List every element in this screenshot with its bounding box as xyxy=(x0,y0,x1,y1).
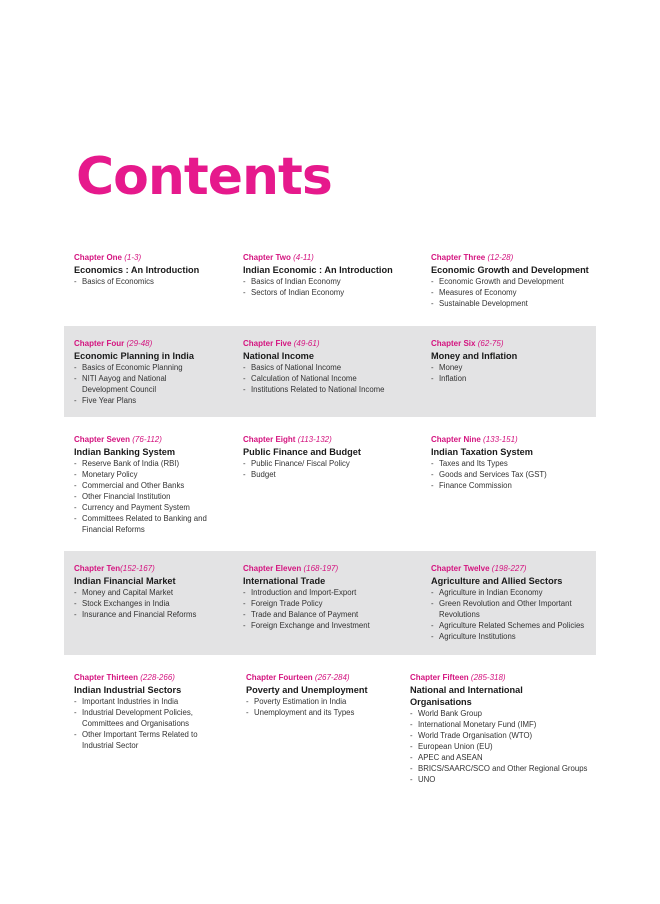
chapter-entry-4[interactable] xyxy=(74,338,224,406)
chapter-heading: Chapter Fifteen (285-318) xyxy=(410,673,506,682)
topic-item: - Introduction and Import-Export xyxy=(243,587,423,598)
topic-item: - Poverty Estimation in India xyxy=(246,696,406,707)
topic-item: - Measures of Economy xyxy=(431,287,601,298)
topic-item: - Money xyxy=(431,362,591,373)
chapter-entry-6[interactable] xyxy=(431,338,591,384)
topic-item: - Economic Growth and Development xyxy=(431,276,601,287)
topic-list xyxy=(431,458,591,491)
topic-item: - Other Financial Institution xyxy=(74,491,214,502)
topic-list xyxy=(243,458,423,480)
chapter-entry-3[interactable] xyxy=(431,252,601,309)
chapter-title: International Trade xyxy=(243,576,326,586)
topic-list xyxy=(431,587,599,642)
topic-item: - Foreign Exchange and Investment xyxy=(243,620,423,631)
topic-list xyxy=(74,362,199,406)
topic-item: - Public Finance/ Fiscal Policy xyxy=(243,458,423,469)
chapter-entry-14[interactable] xyxy=(246,672,406,718)
topic-item: - Budget xyxy=(243,469,423,480)
topic-item: - APEC and ASEAN xyxy=(410,752,600,763)
topic-item: - Reserve Bank of India (RBI) xyxy=(74,458,214,469)
chapter-title: Poverty and Unemployment xyxy=(246,685,368,695)
topic-list xyxy=(246,696,406,718)
chapter-heading: Chapter Six (62-75) xyxy=(431,339,504,348)
topic-list xyxy=(410,708,600,785)
chapter-heading: Chapter Fourteen (267-284) xyxy=(246,673,350,682)
topic-item: - Foreign Trade Policy xyxy=(243,598,423,609)
chapter-entry-15[interactable] xyxy=(410,672,600,785)
topic-list xyxy=(74,696,222,751)
chapter-title: Indian Banking System xyxy=(74,447,176,457)
topic-item: - Unemployment and its Types xyxy=(246,707,406,718)
topic-item: - International Monetary Fund (IMF) xyxy=(410,719,600,730)
topic-list xyxy=(431,362,591,384)
topic-item: - Sustainable Development xyxy=(431,298,601,309)
chapter-heading: Chapter One (1-3) xyxy=(74,253,142,262)
topic-list xyxy=(74,458,214,535)
topic-item: - Agriculture Related Schemes and Policies xyxy=(431,620,599,631)
chapter-entry-8[interactable] xyxy=(243,434,423,480)
chapter-entry-9[interactable] xyxy=(431,434,591,491)
topic-item: - Money and Capital Market xyxy=(74,587,234,598)
chapter-heading: Chapter Twelve (198-227) xyxy=(431,564,527,573)
topic-item: - World Trade Organisation (WTO) xyxy=(410,730,600,741)
chapter-heading: Chapter Three (12-28) xyxy=(431,253,514,262)
topic-item: - Basics of Economic Planning xyxy=(74,362,199,373)
topic-item: - Monetary Policy xyxy=(74,469,214,480)
topic-list xyxy=(243,362,423,395)
topic-item: - Institutions Related to National Income xyxy=(243,384,423,395)
chapter-heading: Chapter Eight (113-132) xyxy=(243,435,332,444)
chapter-heading: Chapter Eleven (168-197) xyxy=(243,564,339,573)
topic-item: - Finance Commission xyxy=(431,480,591,491)
chapter-entry-5[interactable] xyxy=(243,338,423,395)
topic-item: - Industrial Development Policies, Committees and Organisations xyxy=(74,707,222,729)
topic-item: - Agriculture Institutions xyxy=(431,631,599,642)
topic-item: - Green Revolution and Other Important Revolutions xyxy=(431,598,599,620)
chapter-title: Money and Inflation xyxy=(431,351,518,361)
topic-item: - Basics of Indian Economy xyxy=(243,276,423,287)
topic-item: - Committees Related to Banking and Financial Reforms xyxy=(74,513,214,535)
chapter-title: Economic Growth and Development xyxy=(431,265,589,275)
topic-item: - Other Important Terms Related to Industrial Sector xyxy=(74,729,222,751)
chapter-heading: Chapter Seven (76-112) xyxy=(74,435,162,444)
chapter-heading: Chapter Nine (133-151) xyxy=(431,435,518,444)
chapter-title: National Income xyxy=(243,351,314,361)
topic-item: - Agriculture in Indian Economy xyxy=(431,587,599,598)
topic-item: - Currency and Payment System xyxy=(74,502,214,513)
chapter-title: Indian Taxation System xyxy=(431,447,533,457)
chapter-entry-1[interactable] xyxy=(74,252,234,287)
chapter-entry-13[interactable] xyxy=(74,672,234,751)
chapter-heading: Chapter Five (49-61) xyxy=(243,339,320,348)
chapter-entry-7[interactable] xyxy=(74,434,224,535)
topic-item: - World Bank Group xyxy=(410,708,600,719)
topic-item: - Five Year Plans xyxy=(74,395,199,406)
topic-item: - Goods and Services Tax (GST) xyxy=(431,469,591,480)
topic-item: - BRICS/SAARC/SCO and Other Regional Groups xyxy=(410,763,600,774)
chapter-entry-12[interactable] xyxy=(431,563,599,642)
topic-item: - Important Industries in India xyxy=(74,696,222,707)
chapter-title: Public Finance and Budget xyxy=(243,447,361,457)
topic-item: - Insurance and Financial Reforms xyxy=(74,609,234,620)
chapter-heading: Chapter Ten(152-167) xyxy=(74,564,155,573)
topic-item: - Taxes and Its Types xyxy=(431,458,591,469)
chapter-heading: Chapter Four (29-48) xyxy=(74,339,153,348)
chapter-entry-11[interactable] xyxy=(243,563,423,631)
chapter-title: Indian Economic : An Introduction xyxy=(243,265,393,275)
topic-item: - UNO xyxy=(410,774,600,785)
topic-list xyxy=(243,587,423,631)
chapter-entry-2[interactable] xyxy=(243,252,423,298)
topic-item: - NITI Aayog and National Development Council xyxy=(74,373,199,395)
topic-item: - Inflation xyxy=(431,373,591,384)
page-title: Contents xyxy=(76,147,332,207)
chapter-title: Indian Industrial Sectors xyxy=(74,685,182,695)
topic-list xyxy=(431,276,601,309)
chapter-heading: Chapter Thirteen (228-266) xyxy=(74,673,175,682)
topic-item: - Trade and Balance of Payment xyxy=(243,609,423,620)
topic-item: - European Union (EU) xyxy=(410,741,600,752)
topic-list xyxy=(243,276,423,298)
topic-item: - Stock Exchanges in India xyxy=(74,598,234,609)
chapter-entry-10[interactable] xyxy=(74,563,234,620)
topic-list xyxy=(74,587,234,620)
topic-item: - Calculation of National Income xyxy=(243,373,423,384)
topic-item: - Commercial and Other Banks xyxy=(74,480,214,491)
topic-item: - Sectors of Indian Economy xyxy=(243,287,423,298)
chapter-heading: Chapter Two (4-11) xyxy=(243,253,314,262)
chapter-title: Agriculture and Allied Sectors xyxy=(431,576,563,586)
topic-list xyxy=(74,276,234,287)
chapter-title: National and International Organisations xyxy=(410,685,523,707)
chapter-title: Economics : An Introduction xyxy=(74,265,200,275)
topic-item: - Basics of National Income xyxy=(243,362,423,373)
chapter-title: Indian Financial Market xyxy=(74,576,176,586)
topic-item: - Basics of Economics xyxy=(74,276,234,287)
chapter-title: Economic Planning in India xyxy=(74,351,194,361)
